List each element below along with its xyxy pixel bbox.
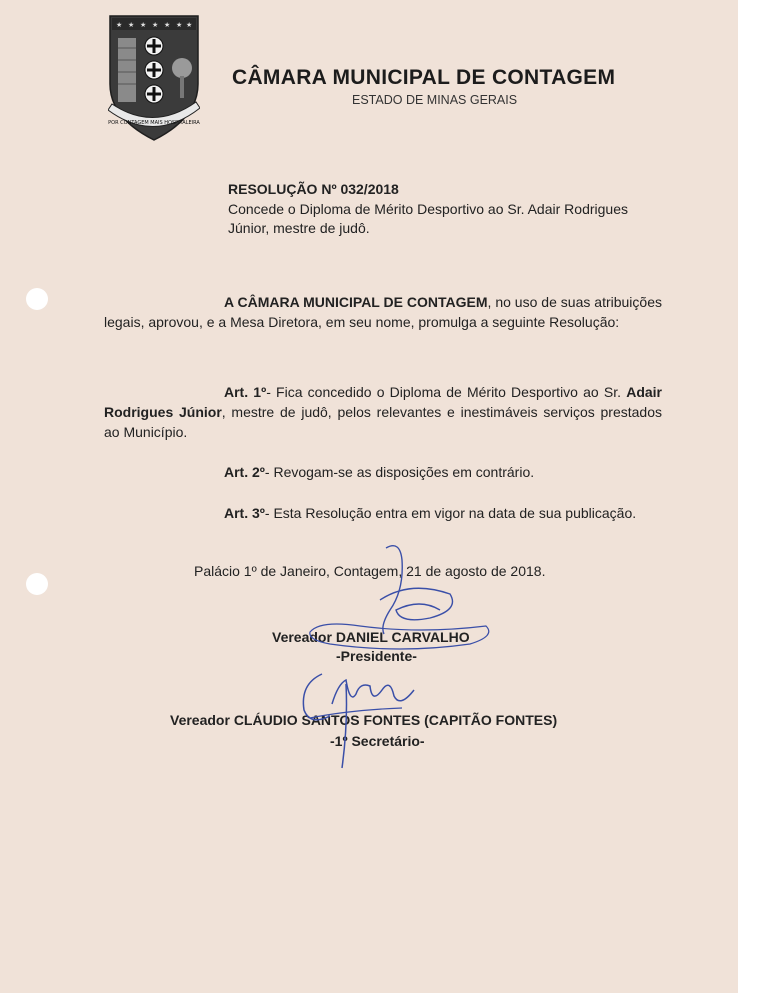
closing-date-line: Palácio 1º de Janeiro, Contagem, 21 de agosto de 2018. [194,563,546,579]
svg-text:★: ★ [186,21,193,29]
article-2-text: - Revogam-se as disposições em contrário. [264,464,535,480]
resolution-summary: Concede o Diploma de Mérito Desportivo ao Sr. Adair Rodrigues Júnior, mestre de judô. [228,201,628,236]
chamber-title: CÂMARA MUNICIPAL DE CONTAGEM [232,66,616,89]
honoree-name: Adair Rodrigues Júnior [104,384,663,420]
punch-hole-bottom [26,573,48,595]
svg-text:★: ★ [176,21,183,29]
preamble-bold: A CÂMARA MUNICIPAL DE CONTAGEM [224,294,488,310]
article-1-label: Art. 1º [224,384,267,400]
article-2 [224,464,534,480]
preamble-paragraph [104,292,662,332]
punch-hole-top [26,288,48,310]
article-2-label: Art. 2º [224,464,265,480]
resolution-number: RESOLUÇÃO Nº 032/2018 [228,181,399,197]
article-1-text-b: , mestre de judô, pelos relevantes e inestimáveis serviços prestados ao Município. [104,404,662,440]
svg-text:★: ★ [152,21,159,29]
signatory-2-name: Vereador CLÁUDIO SANTOS FONTES (CAPITÃO FONTES) [170,712,558,728]
article-3-label: Art. 3º [224,505,265,521]
svg-text:★: ★ [128,21,135,29]
article-1-text-a: - Fica concedido o Diploma de Mérito Desportivo ao Sr. [266,384,627,400]
preamble-text: , no uso de suas atribuições legais, aprovou, e a Mesa Diretora, em seu nome, promulga a seguinte Resolução: [104,294,662,330]
state-subtitle: ESTADO DE MINAS GERAIS [352,93,518,107]
article-3-text: - Esta Resolução entra em vigor na data de sua publicação. [264,505,637,521]
svg-text:★: ★ [140,21,147,29]
article-1 [104,382,662,442]
signatory-1-name: Vereador DANIEL CARVALHO [272,629,470,645]
coat-of-arms-logo [108,14,200,142]
article-3 [224,505,636,521]
svg-text:★: ★ [164,21,171,29]
crest-motto: POR CONTAGEM MAIS HOSPITALEIRA [108,120,200,126]
signatory-2-role: -1º Secretário- [330,733,425,749]
svg-text:★: ★ [116,21,123,29]
signatory-1-role: -Presidente- [336,648,417,664]
